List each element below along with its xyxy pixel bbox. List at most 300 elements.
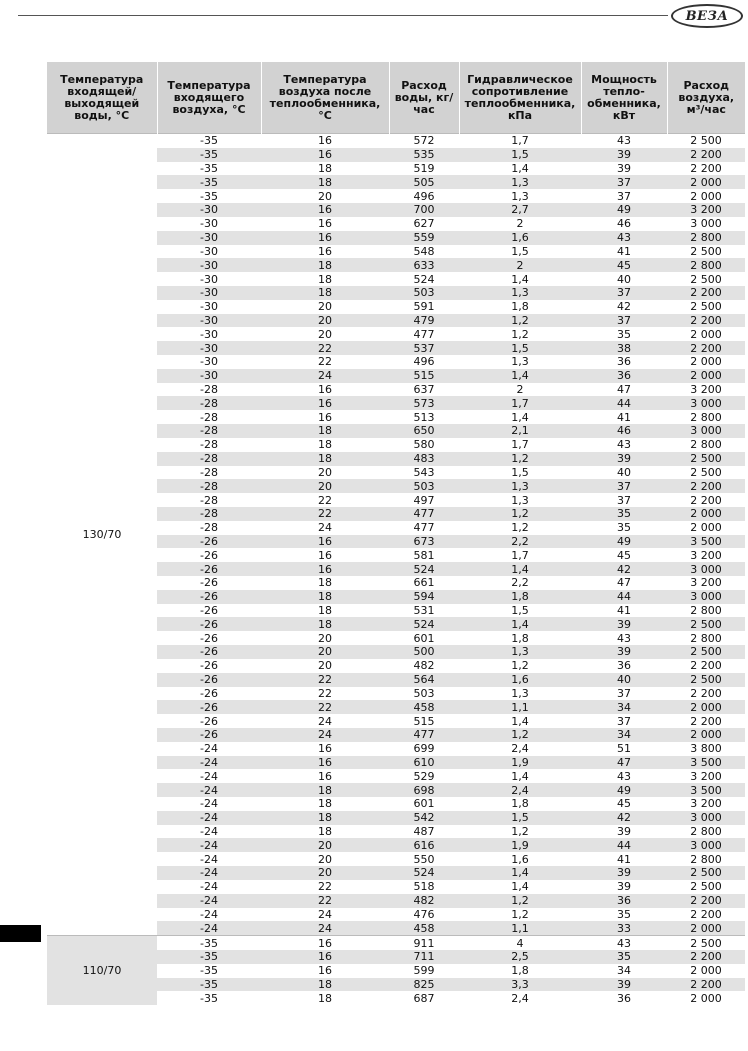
inlet-air-temp-cell: -30 [200,327,218,341]
water-flow-cell: 477 [389,507,459,521]
outlet-air-temp-cell: 20 [318,189,332,203]
inlet-air-temp-cell: -30 [200,355,218,369]
col-header-water-temp: Температура входящей/ выходящей воды, °С [47,62,157,134]
air-flow-cell: 2 200 [667,314,745,328]
heat-output-cell: 47 [617,383,631,397]
water-flow-cell: 513 [413,410,435,424]
resistance-cell: 1,5 [459,341,581,355]
heat-output-cell: 46 [617,217,631,231]
inlet-air-temp-cell: -24 [157,838,261,852]
heat-output-cell: 35 [617,521,631,535]
heat-output-cell: 42 [581,811,667,825]
water-flow-cell: 572 [389,134,459,148]
heat-output-cell: 34 [581,700,667,714]
inlet-air-temp-cell: -26 [200,548,218,562]
inlet-air-temp-cell: -26 [200,686,218,700]
water-flow-cell: 580 [413,438,435,452]
inlet-air-temp-cell: -28 [200,438,218,452]
air-flow-cell: 2 000 [690,521,722,535]
inlet-air-temp-cell: -24 [157,921,261,935]
resistance-cell: 1,8 [511,797,529,811]
resistance-cell: 1,7 [459,396,581,410]
heat-output-cell: 36 [617,991,631,1005]
inlet-air-temp-cell: -35 [157,936,261,950]
heat-output-cell: 42 [581,562,667,576]
water-flow-cell: 477 [413,521,435,535]
resistance-cell: 1,4 [459,562,581,576]
outlet-air-temp-cell: 22 [318,880,332,894]
veza-logo: ВЕЗА [671,4,743,28]
inlet-air-temp-cell: -35 [200,991,218,1005]
heat-output-cell: 37 [581,175,667,189]
water-flow-cell: 591 [413,300,435,314]
resistance-cell: 1,3 [511,686,529,700]
air-flow-cell: 2 000 [690,964,722,978]
water-flow-cell: 650 [389,424,459,438]
air-flow-cell: 2 200 [667,950,745,964]
heat-output-cell: 45 [617,548,631,562]
water-flow-cell: 559 [389,231,459,245]
outlet-air-temp-cell: 18 [318,797,332,811]
inlet-air-temp-cell: -24 [157,811,261,825]
outlet-air-temp-cell: 18 [318,991,332,1005]
air-flow-cell: 2 800 [690,604,722,618]
air-flow-cell: 2 000 [667,921,745,935]
outlet-air-temp-cell: 18 [318,272,332,286]
outlet-air-temp-cell: 18 [318,576,332,590]
water-flow-cell: 601 [413,797,435,811]
outlet-air-temp-cell: 16 [318,548,332,562]
outlet-air-temp-cell: 24 [318,907,332,921]
outlet-air-temp-cell: 22 [261,673,389,687]
heat-output-cell: 43 [581,134,667,148]
heat-output-cell: 36 [581,369,667,383]
resistance-cell: 2 [459,258,581,272]
inlet-air-temp-cell: -30 [157,286,261,300]
inlet-air-temp-cell: -24 [157,866,261,880]
water-flow-cell: 503 [389,479,459,493]
heat-output-cell: 39 [581,617,667,631]
air-flow-cell: 2 800 [667,258,745,272]
resistance-cell: 1,7 [459,134,581,148]
inlet-air-temp-cell: -24 [157,756,261,770]
inlet-air-temp-cell: -30 [157,341,261,355]
air-flow-cell: 3 000 [667,396,745,410]
outlet-air-temp-cell: 18 [318,604,332,618]
heat-output-cell: 39 [617,880,631,894]
water-flow-cell: 524 [389,562,459,576]
heat-output-cell: 39 [581,645,667,659]
outlet-air-temp-cell: 20 [261,314,389,328]
outlet-air-temp-cell: 22 [261,507,389,521]
outlet-air-temp-cell: 18 [318,825,332,839]
inlet-air-temp-cell: -26 [200,659,218,673]
resistance-cell: 1,3 [511,189,529,203]
resistance-cell: 1,4 [511,272,529,286]
inlet-air-temp-cell: -28 [200,493,218,507]
resistance-cell: 1,3 [459,286,581,300]
resistance-cell: 1,7 [511,438,529,452]
heat-output-cell: 45 [581,258,667,272]
outlet-air-temp-cell: 22 [261,341,389,355]
outlet-air-temp-cell: 16 [261,148,389,162]
air-flow-cell: 2 500 [667,452,745,466]
water-temp-group-cell: 130/70 [47,134,157,936]
resistance-cell: 1,7 [511,548,529,562]
water-flow-cell: 700 [389,203,459,217]
heat-output-cell: 47 [617,576,631,590]
air-flow-cell: 3 800 [690,742,722,756]
resistance-cell: 1,3 [459,645,581,659]
resistance-cell: 1,4 [459,617,581,631]
resistance-cell: 1,4 [511,769,529,783]
water-flow-cell: 610 [389,756,459,770]
air-flow-cell: 3 200 [690,576,722,590]
resistance-cell: 3,3 [459,978,581,992]
inlet-air-temp-cell: -24 [200,907,218,921]
heat-output-cell: 39 [581,452,667,466]
heat-output-cell: 36 [617,659,631,673]
inlet-air-temp-cell: -30 [157,231,261,245]
air-flow-cell: 2 500 [667,645,745,659]
resistance-cell: 1,4 [511,880,529,894]
heat-output-cell: 37 [581,286,667,300]
air-flow-cell: 2 200 [690,162,722,176]
outlet-air-temp-cell: 18 [261,258,389,272]
air-flow-cell: 3 500 [667,756,745,770]
heat-output-cell: 43 [617,769,631,783]
heat-output-cell: 49 [581,535,667,549]
air-flow-cell: 2 200 [667,341,745,355]
water-flow-cell: 911 [389,936,459,950]
inlet-air-temp-cell: -24 [200,825,218,839]
resistance-cell: 1,9 [459,756,581,770]
water-flow-cell: 550 [413,852,435,866]
outlet-air-temp-cell: 16 [261,203,389,217]
water-flow-cell: 515 [413,714,435,728]
outlet-air-temp-cell: 16 [261,535,389,549]
heat-output-cell: 49 [581,783,667,797]
outlet-air-temp-cell: 16 [261,936,389,950]
inlet-air-temp-cell: -30 [200,244,218,258]
inlet-air-temp-cell: -30 [157,258,261,272]
heat-output-cell: 37 [617,686,631,700]
col-header-outlet-air-temp: Температура воздуха после теплообменника, °С [261,62,389,134]
resistance-cell: 1,4 [459,369,581,383]
inlet-air-temp-cell: -26 [200,576,218,590]
air-flow-cell: 2 500 [667,134,745,148]
resistance-cell: 1,5 [459,148,581,162]
outlet-air-temp-cell: 16 [261,950,389,964]
air-flow-cell: 3 200 [690,769,722,783]
inlet-air-temp-cell: -30 [200,217,218,231]
air-flow-cell: 3 500 [667,535,745,549]
col-header-hydraulic-resistance: Гидравлическое сопротивление теплообменника, кПа [459,62,581,134]
air-flow-cell: 2 000 [667,507,745,521]
air-flow-cell: 2 500 [667,673,745,687]
outlet-air-temp-cell: 20 [261,838,389,852]
water-flow-cell: 601 [413,631,435,645]
outlet-air-temp-cell: 20 [261,866,389,880]
outlet-air-temp-cell: 20 [318,300,332,314]
water-flow-cell: 542 [389,811,459,825]
outlet-air-temp-cell: 24 [261,921,389,935]
outlet-air-temp-cell: 22 [261,700,389,714]
resistance-cell: 1,1 [459,700,581,714]
air-flow-cell: 2 200 [667,286,745,300]
water-flow-cell: 594 [389,590,459,604]
inlet-air-temp-cell: -24 [200,769,218,783]
air-flow-cell: 2 200 [667,479,745,493]
inlet-air-temp-cell: -26 [157,617,261,631]
water-flow-cell: 599 [413,964,435,978]
col-header-inlet-air-temp: Температура входящего воздуха, °С [157,62,261,134]
inlet-air-temp-cell: -28 [200,521,218,535]
water-flow-cell: 483 [389,452,459,466]
air-flow-cell: 2 500 [690,272,722,286]
inlet-air-temp-cell: -30 [157,314,261,328]
resistance-cell: 1,5 [511,465,529,479]
inlet-air-temp-cell: -26 [157,673,261,687]
outlet-air-temp-cell: 16 [318,964,332,978]
air-flow-cell: 2 800 [690,438,722,452]
air-flow-cell: 2 200 [690,714,722,728]
inlet-air-temp-cell: -28 [157,452,261,466]
outlet-air-temp-cell: 24 [261,369,389,383]
resistance-cell: 2,4 [511,742,529,756]
heat-output-cell: 49 [581,203,667,217]
air-flow-cell: 2 800 [690,410,722,424]
air-flow-cell: 3 000 [667,424,745,438]
outlet-air-temp-cell: 24 [261,728,389,742]
inlet-air-temp-cell: -30 [157,369,261,383]
air-flow-cell: 3 200 [690,548,722,562]
inlet-air-temp-cell: -24 [157,894,261,908]
resistance-cell: 1,8 [511,300,529,314]
heat-output-cell: 40 [617,465,631,479]
water-flow-cell: 519 [413,162,435,176]
heat-output-cell: 41 [617,244,631,258]
water-flow-cell: 497 [413,493,435,507]
air-flow-cell: 2 200 [690,686,722,700]
air-flow-cell: 2 000 [690,355,722,369]
outlet-air-temp-cell: 18 [261,590,389,604]
heat-output-cell: 44 [581,396,667,410]
resistance-cell: 1,2 [511,659,529,673]
inlet-air-temp-cell: -26 [157,535,261,549]
resistance-cell: 4 [459,936,581,950]
col-header-water-flow: Расход воды, кг/час [389,62,459,134]
water-flow-cell: 535 [389,148,459,162]
outlet-air-temp-cell: 20 [318,852,332,866]
water-flow-cell: 477 [389,728,459,742]
resistance-cell: 1,6 [511,852,529,866]
air-flow-cell: 2 500 [667,866,745,880]
outlet-air-temp-cell: 18 [318,162,332,176]
outlet-air-temp-cell: 20 [261,479,389,493]
air-flow-cell: 2 000 [690,189,722,203]
water-flow-cell: 503 [389,286,459,300]
water-flow-cell: 524 [413,272,435,286]
water-flow-cell: 529 [413,769,435,783]
table-row [47,936,745,950]
water-flow-cell: 476 [413,907,435,921]
table-header-row [47,62,745,134]
water-flow-cell: 661 [413,576,435,590]
air-flow-cell: 2 800 [690,631,722,645]
inlet-air-temp-cell: -26 [157,645,261,659]
water-flow-cell: 633 [389,258,459,272]
air-flow-cell: 2 800 [667,231,745,245]
inlet-air-temp-cell: -24 [200,880,218,894]
heat-output-cell: 39 [617,825,631,839]
outlet-air-temp-cell: 16 [318,742,332,756]
outlet-air-temp-cell: 18 [261,617,389,631]
resistance-cell: 2 [516,217,524,231]
resistance-cell: 1,4 [511,714,529,728]
air-flow-cell: 2 500 [690,880,722,894]
water-flow-cell: 518 [413,880,435,894]
side-index-tab [0,925,41,942]
outlet-air-temp-cell: 18 [318,438,332,452]
outlet-air-temp-cell: 16 [261,134,389,148]
air-flow-cell: 2 000 [667,369,745,383]
resistance-cell: 1,3 [511,355,529,369]
resistance-cell: 1,4 [459,866,581,880]
heat-output-cell: 35 [581,507,667,521]
air-flow-cell: 2 200 [690,493,722,507]
air-flow-cell: 2 000 [690,327,722,341]
air-flow-cell: 3 000 [690,217,722,231]
water-flow-cell: 482 [413,659,435,673]
air-flow-cell: 2 500 [667,936,745,950]
resistance-cell: 1,4 [511,162,529,176]
water-flow-cell: 573 [389,396,459,410]
resistance-cell: 1,9 [459,838,581,852]
air-flow-cell: 2 800 [690,825,722,839]
inlet-air-temp-cell: -26 [157,562,261,576]
outlet-air-temp-cell: 20 [318,327,332,341]
heat-output-cell: 39 [617,162,631,176]
resistance-cell: 1,6 [459,231,581,245]
inlet-air-temp-cell: -26 [200,631,218,645]
inlet-air-temp-cell: -26 [200,604,218,618]
heat-output-cell: 39 [581,148,667,162]
heat-output-cell: 34 [581,728,667,742]
heat-output-cell: 37 [617,714,631,728]
outlet-air-temp-cell: 20 [318,465,332,479]
outlet-air-temp-cell: 20 [318,659,332,673]
heat-output-cell: 40 [617,272,631,286]
inlet-air-temp-cell: -28 [157,396,261,410]
air-flow-cell: 2 200 [667,148,745,162]
inlet-air-temp-cell: -26 [157,728,261,742]
water-flow-cell: 458 [389,921,459,935]
water-flow-cell: 548 [413,244,435,258]
inlet-air-temp-cell: -28 [200,465,218,479]
inlet-air-temp-cell: -24 [157,783,261,797]
heat-output-cell: 39 [581,866,667,880]
outlet-air-temp-cell: 18 [261,452,389,466]
inlet-air-temp-cell: -30 [157,203,261,217]
water-flow-cell: 496 [413,189,435,203]
resistance-cell: 1,8 [511,964,529,978]
resistance-cell: 1,2 [511,327,529,341]
inlet-air-temp-cell: -24 [200,852,218,866]
air-flow-cell: 2 200 [667,894,745,908]
water-temp-group-cell: 110/70 [47,936,157,1006]
outlet-air-temp-cell: 22 [318,355,332,369]
inlet-air-temp-cell: -35 [157,950,261,964]
air-flow-cell: 2 500 [690,300,722,314]
heat-output-cell: 43 [617,438,631,452]
heat-output-cell: 43 [581,231,667,245]
resistance-cell: 2,1 [459,424,581,438]
outlet-air-temp-cell: 22 [318,686,332,700]
water-flow-cell: 479 [389,314,459,328]
heat-output-cell: 36 [581,894,667,908]
heat-output-cell: 46 [581,424,667,438]
performance-table [47,62,745,1005]
resistance-cell: 2,7 [459,203,581,217]
air-flow-cell: 3 200 [690,797,722,811]
heat-output-cell: 41 [617,604,631,618]
outlet-air-temp-cell: 20 [318,631,332,645]
water-flow-cell: 699 [413,742,435,756]
water-flow-cell: 825 [389,978,459,992]
outlet-air-temp-cell: 20 [261,645,389,659]
water-flow-cell: 482 [389,894,459,908]
water-flow-cell: 564 [389,673,459,687]
resistance-cell: 1,2 [459,507,581,521]
air-flow-cell: 2 500 [667,617,745,631]
outlet-air-temp-cell: 18 [261,811,389,825]
air-flow-cell: 2 200 [690,659,722,673]
resistance-cell: 1,2 [459,894,581,908]
air-flow-cell: 3 000 [667,811,745,825]
outlet-air-temp-cell: 22 [318,493,332,507]
resistance-cell: 1,2 [511,521,529,535]
col-header-heat-output: Мощность тепло-обменника, кВт [581,62,667,134]
water-flow-cell: 687 [413,991,435,1005]
outlet-air-temp-cell: 18 [261,175,389,189]
table-row [47,134,745,148]
outlet-air-temp-cell: 16 [318,217,332,231]
inlet-air-temp-cell: -28 [157,424,261,438]
resistance-cell: 1,4 [511,410,529,424]
water-flow-cell: 477 [413,327,435,341]
air-flow-cell: 3 000 [667,838,745,852]
heat-output-cell: 51 [617,742,631,756]
air-flow-cell: 3 200 [690,383,722,397]
water-flow-cell: 524 [389,866,459,880]
water-flow-cell: 698 [389,783,459,797]
water-flow-cell: 637 [413,383,435,397]
heat-output-cell: 40 [581,673,667,687]
air-flow-cell: 3 000 [667,562,745,576]
resistance-cell: 2,2 [459,535,581,549]
heat-output-cell: 35 [617,907,631,921]
outlet-air-temp-cell: 16 [261,756,389,770]
air-flow-cell: 2 200 [667,978,745,992]
outlet-air-temp-cell: 16 [318,410,332,424]
water-flow-cell: 515 [389,369,459,383]
inlet-air-temp-cell: -30 [200,300,218,314]
water-flow-cell: 496 [413,355,435,369]
inlet-air-temp-cell: -35 [200,964,218,978]
heat-output-cell: 37 [581,479,667,493]
resistance-cell: 1,8 [511,631,529,645]
